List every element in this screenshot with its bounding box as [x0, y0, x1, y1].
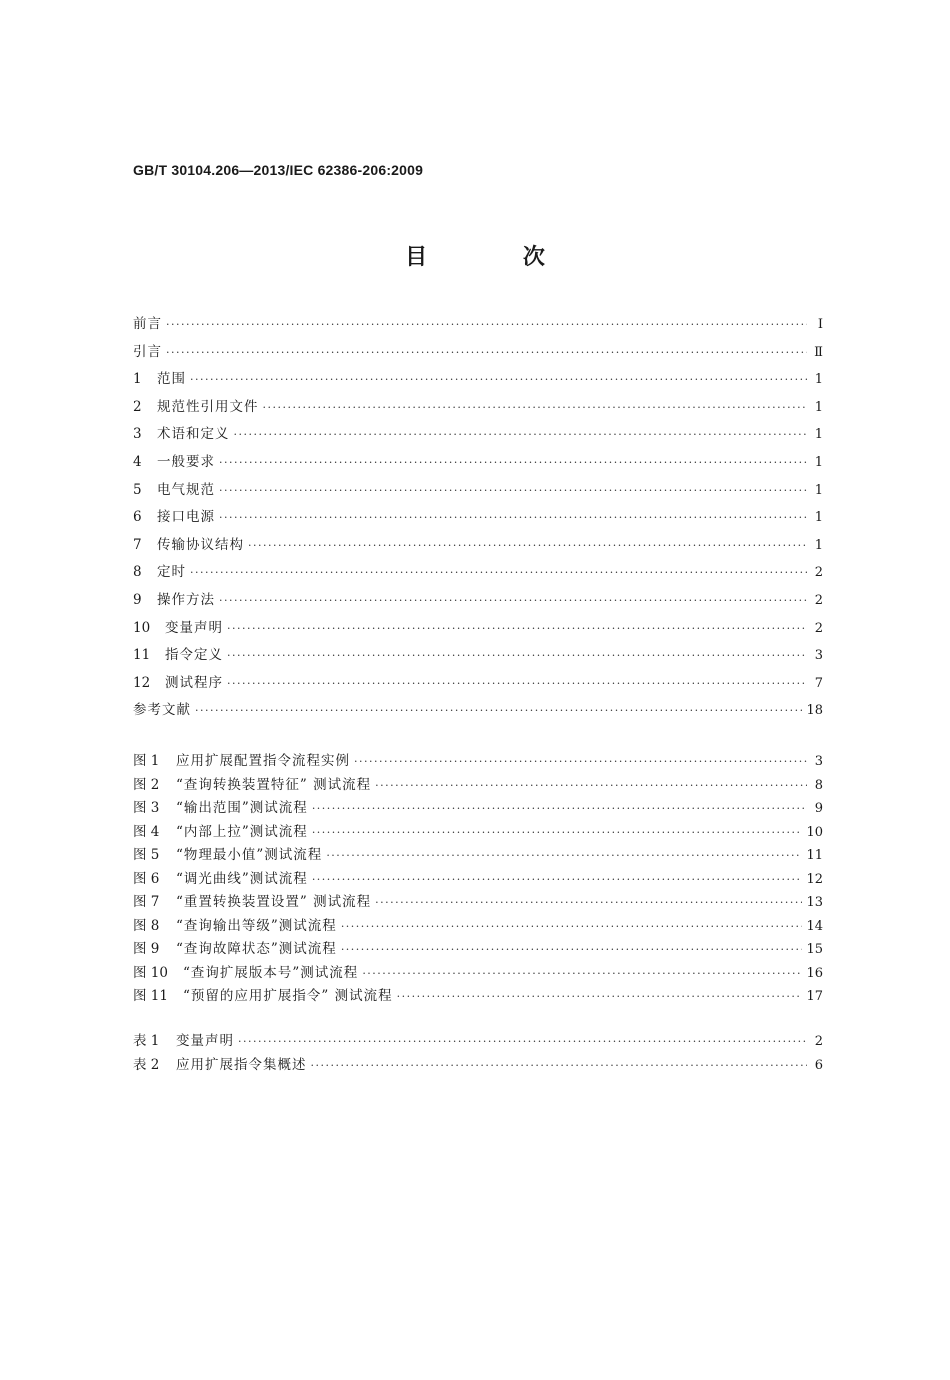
- toc-entry-label: 变量声明: [176, 1033, 234, 1049]
- toc-leader-dots: [312, 826, 803, 839]
- toc-entry[interactable]: [133, 867, 823, 891]
- toc-leader-dots: [341, 943, 803, 956]
- toc-entry-label: 测试程序: [165, 674, 223, 691]
- toc-title: 目 次: [405, 245, 589, 270]
- toc-entry-label: 前言: [133, 316, 162, 332]
- toc-entry-page: 7: [814, 675, 823, 691]
- toc-entry-number: 3: [133, 426, 142, 443]
- toc-leader-dots: [397, 990, 803, 1003]
- toc-entry-page: 3: [814, 754, 823, 769]
- toc-entry-label: “查询转换装置特征” 测试流程: [176, 776, 372, 793]
- toc-entry[interactable]: [133, 616, 823, 644]
- toc-entry[interactable]: [133, 820, 823, 844]
- toc-entry[interactable]: [133, 1053, 823, 1077]
- toc-entry[interactable]: [133, 312, 823, 340]
- toc-entry-number: 表 1: [133, 1033, 160, 1049]
- toc-entry-page: 3: [814, 648, 823, 664]
- toc-entry-page: 1: [814, 454, 823, 470]
- toc-main-list: [133, 312, 823, 726]
- toc-entry[interactable]: [133, 698, 823, 726]
- toc-entry-number: 图 10: [133, 964, 168, 981]
- toc-leader-dots: [312, 802, 807, 815]
- toc-entry[interactable]: [133, 422, 823, 450]
- toc-entry[interactable]: [133, 478, 823, 506]
- toc-figure-list: [133, 749, 823, 1008]
- toc-entry-page: 12: [806, 871, 823, 887]
- toc-entry-page: 8: [814, 777, 823, 793]
- toc-entry-page: Ⅱ: [814, 344, 823, 360]
- toc-entry-number: 图 7: [133, 894, 160, 910]
- toc-entry[interactable]: [133, 560, 823, 588]
- toc-entry-label: “调光曲线”测试流程: [176, 870, 308, 887]
- toc-entry-label: 规范性引用文件: [157, 398, 259, 415]
- toc-entry-page: 15: [806, 942, 823, 957]
- toc-entry-page: 1: [814, 372, 823, 388]
- standard-number: GB/T 30104.206—2013/IEC 62386-206:2009: [133, 162, 424, 178]
- toc-leader-dots: [354, 755, 807, 768]
- toc-entry-number: 图 9: [133, 941, 160, 957]
- toc-entry-label: 范围: [157, 371, 186, 388]
- toc-leader-dots: [238, 1035, 807, 1048]
- toc-leader-dots: [190, 373, 807, 386]
- toc-table-list: [133, 1029, 823, 1076]
- toc-entry-number: 表 2: [133, 1056, 160, 1073]
- toc-entry-page: 2: [814, 1034, 823, 1049]
- toc-entry-label: “查询输出等级”测试流程: [176, 917, 337, 934]
- toc-entry[interactable]: [133, 843, 823, 867]
- toc-entry[interactable]: [133, 937, 823, 961]
- toc-entry-number: 图 6: [133, 870, 160, 887]
- toc-leader-dots: [219, 484, 807, 497]
- toc-entry-number: 9: [133, 591, 142, 608]
- toc-entry-page: 2: [814, 565, 823, 581]
- toc-leader-dots: [311, 1059, 808, 1072]
- toc-leader-dots: [166, 346, 807, 359]
- toc-entry-label: 变量声明: [165, 619, 223, 636]
- toc-entry-number: 11: [133, 647, 151, 664]
- toc-entry-page: 10: [806, 824, 823, 840]
- toc-entry-page: 11: [806, 848, 823, 863]
- toc-entry-label: “重置转换装置设置” 测试流程: [176, 894, 372, 910]
- toc-entry-label: “查询故障状态”测试流程: [176, 941, 337, 957]
- toc-entry-page: 16: [806, 965, 823, 981]
- toc-entry[interactable]: [133, 671, 823, 699]
- toc-entry-label: “预留的应用扩展指令” 测试流程: [183, 988, 393, 1004]
- toc-leader-dots: [341, 920, 803, 933]
- toc-entry-label: 指令定义: [165, 647, 223, 664]
- toc-entry-page: 17: [806, 989, 823, 1004]
- toc-entry-number: 12: [133, 674, 151, 691]
- toc-entry-number: 图 1: [133, 753, 160, 769]
- toc-entry-label: 传输协议结构: [157, 536, 244, 553]
- toc-entry-page: 1: [814, 399, 823, 415]
- toc-entry[interactable]: [133, 1029, 823, 1053]
- toc-entry-label: 参考文献: [133, 702, 191, 719]
- toc-entry-label: 定时: [157, 564, 186, 581]
- toc-entry-page: 9: [814, 801, 823, 816]
- toc-entry-page: 13: [806, 895, 823, 910]
- toc-entry-label: 电气规范: [157, 481, 215, 498]
- toc-leader-dots: [375, 779, 807, 792]
- toc-entry-label: 引言: [133, 343, 162, 360]
- toc-leader-dots: [219, 456, 807, 469]
- toc-leader-dots: [166, 318, 807, 331]
- toc-entry-number: 1: [133, 371, 142, 388]
- toc-entry-label: “查询扩展版本号”测试流程: [183, 964, 359, 981]
- toc-entry-number: 图 5: [133, 847, 160, 863]
- toc-entry-number: 图 4: [133, 823, 160, 840]
- toc-entry-page: 6: [814, 1057, 823, 1073]
- toc-leader-dots: [263, 401, 808, 414]
- toc-entry-number: 5: [133, 481, 142, 498]
- toc-entry-page: 18: [806, 703, 823, 719]
- toc-entry[interactable]: [133, 749, 823, 773]
- toc-entry-number: 8: [133, 564, 142, 581]
- toc-leader-dots: [227, 649, 807, 662]
- toc-entry[interactable]: [133, 643, 823, 671]
- toc-entry-label: 应用扩展配置指令流程实例: [176, 753, 350, 769]
- toc-entry-label: “内部上拉”测试流程: [176, 823, 308, 840]
- toc-entry-label: 操作方法: [157, 591, 215, 608]
- toc-entry-page: 1: [814, 427, 823, 443]
- toc-entry-label: 术语和定义: [157, 426, 230, 443]
- toc-entry-number: 图 3: [133, 800, 160, 816]
- toc-leader-dots: [219, 594, 807, 607]
- toc-entry[interactable]: [133, 961, 823, 985]
- toc-entry-page: 2: [814, 620, 823, 636]
- toc-entry-number: 图 11: [133, 988, 168, 1004]
- toc-entry-number: 图 2: [133, 776, 160, 793]
- toc-leader-dots: [312, 873, 803, 886]
- toc-leader-dots: [227, 677, 807, 690]
- toc-entry[interactable]: [133, 395, 823, 423]
- toc-entry[interactable]: [133, 588, 823, 616]
- toc-leader-dots: [326, 849, 802, 862]
- toc-leader-dots: [234, 428, 808, 441]
- toc-entry-label: “物理最小值”测试流程: [176, 847, 323, 863]
- toc-entry-page: 14: [806, 918, 823, 934]
- toc-entry-number: 4: [133, 453, 142, 470]
- toc-entry[interactable]: [133, 984, 823, 1008]
- toc-entry[interactable]: [133, 773, 823, 797]
- toc-leader-dots: [227, 622, 807, 635]
- toc-entry-label: “输出范围”测试流程: [176, 800, 308, 816]
- toc-entry[interactable]: [133, 367, 823, 395]
- toc-leader-dots: [190, 566, 807, 579]
- toc-leader-dots: [219, 511, 807, 524]
- toc-entry[interactable]: [133, 340, 823, 368]
- toc-entry-number: 7: [133, 536, 142, 553]
- toc-entry-page: 1: [814, 510, 823, 526]
- toc-leader-dots: [195, 704, 802, 717]
- toc-entry-label: 一般要求: [157, 453, 215, 470]
- toc-entry-page: 2: [814, 592, 823, 608]
- toc-leader-dots: [248, 539, 807, 552]
- toc-entry[interactable]: [133, 533, 823, 561]
- toc-entry[interactable]: [133, 505, 823, 533]
- toc-leader-dots: [362, 967, 802, 980]
- toc-entry-number: 6: [133, 509, 142, 526]
- toc-entry-label: 应用扩展指令集概述: [176, 1056, 307, 1073]
- toc-entry-number: 10: [133, 619, 151, 636]
- toc-entry-page: Ⅰ: [817, 317, 823, 332]
- toc-entry[interactable]: [133, 890, 823, 914]
- toc-entry-label: 接口电源: [157, 509, 215, 526]
- toc-leader-dots: [375, 896, 802, 909]
- toc-entry-page: 1: [814, 482, 823, 498]
- toc-entry-number: 2: [133, 398, 142, 415]
- toc-entry[interactable]: [133, 914, 823, 938]
- toc-entry[interactable]: [133, 796, 823, 820]
- toc-entry[interactable]: [133, 450, 823, 478]
- toc-entry-number: 图 8: [133, 917, 160, 934]
- toc-entry-page: 1: [814, 537, 823, 553]
